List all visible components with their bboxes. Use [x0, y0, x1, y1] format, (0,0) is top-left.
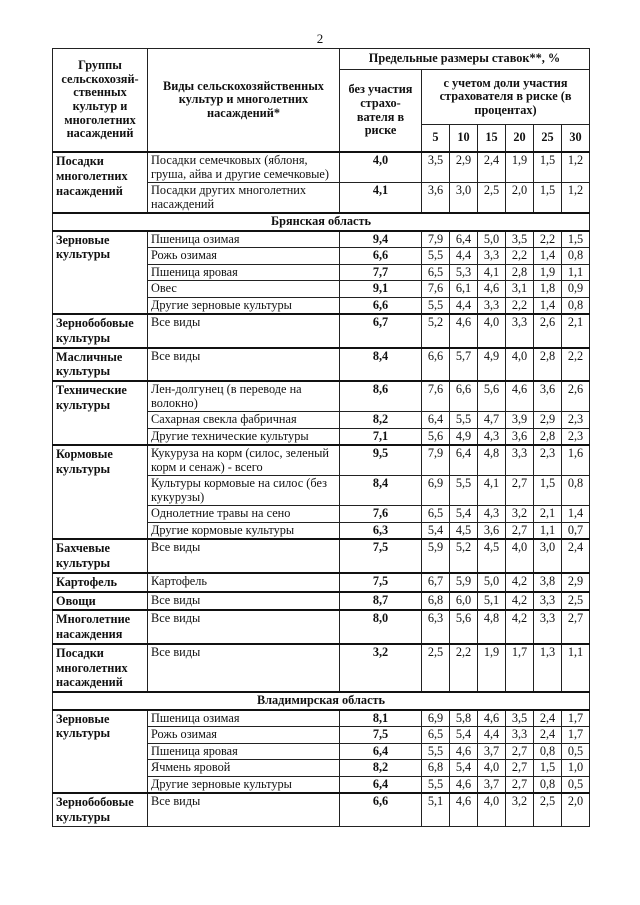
share-rate-cell: 4,5	[478, 539, 506, 573]
base-rate-cell: 8,0	[340, 610, 422, 644]
header-share-30: 30	[562, 125, 590, 153]
share-rate-cell: 5,6	[450, 610, 478, 644]
share-rate-cell: 1,0	[562, 760, 590, 777]
region-name-cell: Владимирская область	[53, 692, 590, 710]
share-rate-cell: 2,8	[534, 428, 562, 445]
share-rate-cell: 5,2	[450, 539, 478, 573]
share-rate-cell: 4,6	[450, 793, 478, 826]
share-rate-cell: 3,9	[506, 412, 534, 429]
share-rate-cell: 7,6	[422, 281, 450, 298]
share-rate-cell: 1,9	[506, 152, 534, 183]
share-rate-cell: 4,3	[478, 506, 506, 523]
share-rate-cell: 5,0	[478, 231, 506, 248]
base-rate-cell: 6,6	[340, 248, 422, 265]
share-rate-cell: 5,5	[422, 776, 450, 793]
share-rate-cell: 4,8	[478, 445, 506, 476]
share-rate-cell: 4,0	[506, 348, 534, 382]
share-rate-cell: 3,2	[506, 506, 534, 523]
share-rate-cell: 3,3	[506, 727, 534, 744]
share-rate-cell: 1,5	[562, 231, 590, 248]
header-share-10: 10	[450, 125, 478, 153]
group-name-cell: Многолетние насаждения	[53, 610, 148, 644]
share-rate-cell: 6,6	[450, 381, 478, 412]
share-rate-cell: 2,7	[506, 522, 534, 539]
share-rate-cell: 1,1	[534, 522, 562, 539]
base-rate-cell: 8,1	[340, 710, 422, 727]
share-rate-cell: 1,5	[534, 476, 562, 506]
base-rate-cell: 6,4	[340, 743, 422, 760]
share-rate-cell: 1,4	[534, 248, 562, 265]
base-rate-cell: 9,5	[340, 445, 422, 476]
share-rate-cell: 6,7	[422, 573, 450, 592]
share-rate-cell: 2,9	[562, 573, 590, 592]
share-rate-cell: 5,4	[450, 506, 478, 523]
group-name-cell: Посадки многолетних насаждений	[53, 152, 148, 213]
share-rate-cell: 7,6	[422, 381, 450, 412]
share-rate-cell: 7,9	[422, 445, 450, 476]
share-rate-cell: 2,5	[422, 644, 450, 692]
share-rate-cell: 1,5	[534, 183, 562, 214]
share-rate-cell: 2,7	[506, 743, 534, 760]
base-rate-cell: 9,1	[340, 281, 422, 298]
crop-name-cell: Другие зерновые культуры	[148, 776, 340, 793]
share-rate-cell: 2,8	[534, 348, 562, 382]
base-rate-cell: 6,6	[340, 297, 422, 314]
share-rate-cell: 3,3	[506, 314, 534, 348]
share-rate-cell: 5,1	[422, 793, 450, 826]
share-rate-cell: 6,5	[422, 727, 450, 744]
share-rate-cell: 2,4	[562, 539, 590, 573]
share-rate-cell: 3,3	[534, 592, 562, 611]
base-rate-cell: 7,1	[340, 428, 422, 445]
share-rate-cell: 2,7	[506, 760, 534, 777]
share-rate-cell: 2,0	[562, 793, 590, 826]
insurance-rates-table	[52, 48, 590, 827]
crop-name-cell: Рожь озимая	[148, 248, 340, 265]
share-rate-cell: 2,3	[534, 445, 562, 476]
share-rate-cell: 2,7	[506, 776, 534, 793]
share-rate-cell: 1,5	[534, 152, 562, 183]
header-crop-column: Виды сельскохозяйственных культур и многолетних насаждений*	[148, 49, 340, 153]
share-rate-cell: 5,5	[422, 743, 450, 760]
group-name-cell: Технические культуры	[53, 381, 148, 445]
share-rate-cell: 4,2	[506, 610, 534, 644]
crop-name-cell: Кукуруза на корм (силос, зеленый корм и сенаж) - всего	[148, 445, 340, 476]
header-base-rate: без участия страхо-вателя в риске	[340, 70, 422, 153]
share-rate-cell: 0,8	[562, 248, 590, 265]
share-rate-cell: 4,5	[450, 522, 478, 539]
share-rate-cell: 2,0	[506, 183, 534, 214]
table-row	[53, 314, 590, 348]
share-rate-cell: 5,6	[478, 381, 506, 412]
share-rate-cell: 5,5	[422, 248, 450, 265]
base-rate-cell: 8,2	[340, 760, 422, 777]
share-rate-cell: 2,4	[534, 710, 562, 727]
base-rate-cell: 4,0	[340, 152, 422, 183]
share-rate-cell: 1,2	[562, 152, 590, 183]
base-rate-cell: 7,5	[340, 539, 422, 573]
share-rate-cell: 6,8	[422, 592, 450, 611]
crop-name-cell: Культуры кормовые на силос (без кукурузы)	[148, 476, 340, 506]
base-rate-cell: 7,7	[340, 264, 422, 281]
share-rate-cell: 5,3	[450, 264, 478, 281]
group-name-cell: Зерновые культуры	[53, 710, 148, 794]
crop-name-cell: Посадки других многолетних насаждений	[148, 183, 340, 214]
share-rate-cell: 1,1	[562, 264, 590, 281]
base-rate-cell: 8,7	[340, 592, 422, 611]
share-rate-cell: 5,4	[450, 727, 478, 744]
group-name-cell: Овощи	[53, 592, 148, 611]
share-rate-cell: 3,0	[450, 183, 478, 214]
share-rate-cell: 2,7	[506, 476, 534, 506]
share-rate-cell: 2,2	[562, 348, 590, 382]
share-rate-cell: 6,9	[422, 710, 450, 727]
share-rate-cell: 3,7	[478, 776, 506, 793]
share-rate-cell: 0,7	[562, 522, 590, 539]
table-row	[53, 710, 590, 727]
table-row	[53, 152, 590, 183]
share-rate-cell: 2,5	[562, 592, 590, 611]
base-rate-cell: 7,5	[340, 573, 422, 592]
share-rate-cell: 5,4	[422, 522, 450, 539]
crop-name-cell: Все виды	[148, 348, 340, 382]
share-rate-cell: 4,3	[478, 428, 506, 445]
table-row	[53, 793, 590, 826]
base-rate-cell: 6,6	[340, 793, 422, 826]
table-row	[53, 610, 590, 644]
crop-name-cell: Все виды	[148, 644, 340, 692]
share-rate-cell: 2,2	[506, 248, 534, 265]
share-rate-cell: 6,4	[450, 445, 478, 476]
share-rate-cell: 5,5	[422, 297, 450, 314]
share-rate-cell: 2,8	[506, 264, 534, 281]
base-rate-cell: 6,4	[340, 776, 422, 793]
base-rate-cell: 8,4	[340, 348, 422, 382]
share-rate-cell: 5,5	[450, 412, 478, 429]
share-rate-cell: 0,8	[534, 743, 562, 760]
share-rate-cell: 1,5	[534, 760, 562, 777]
crop-name-cell: Лен-долгунец (в переводе на волокно)	[148, 381, 340, 412]
share-rate-cell: 2,4	[534, 727, 562, 744]
crop-name-cell: Ячмень яровой	[148, 760, 340, 777]
crop-name-cell: Рожь озимая	[148, 727, 340, 744]
share-rate-cell: 3,6	[478, 522, 506, 539]
share-rate-cell: 5,5	[450, 476, 478, 506]
crop-name-cell: Овес	[148, 281, 340, 298]
share-rate-cell: 2,2	[450, 644, 478, 692]
share-rate-cell: 2,5	[478, 183, 506, 214]
table-row	[53, 381, 590, 412]
header-share-15: 15	[478, 125, 506, 153]
base-rate-cell: 6,3	[340, 522, 422, 539]
share-rate-cell: 3,0	[534, 539, 562, 573]
share-rate-cell: 5,9	[422, 539, 450, 573]
table-row	[53, 573, 590, 592]
share-rate-cell: 3,3	[534, 610, 562, 644]
share-rate-cell: 4,9	[478, 348, 506, 382]
share-rate-cell: 2,3	[562, 428, 590, 445]
share-rate-cell: 4,4	[450, 297, 478, 314]
header-rate-limits: Предельные размеры ставок**, %	[340, 49, 590, 70]
share-rate-cell: 4,2	[506, 573, 534, 592]
base-rate-cell: 4,1	[340, 183, 422, 214]
share-rate-cell: 2,3	[562, 412, 590, 429]
share-rate-cell: 4,8	[478, 610, 506, 644]
share-rate-cell: 3,5	[506, 231, 534, 248]
share-rate-cell: 4,1	[478, 476, 506, 506]
crop-name-cell: Другие зерновые культуры	[148, 297, 340, 314]
share-rate-cell: 3,8	[534, 573, 562, 592]
share-rate-cell: 2,2	[506, 297, 534, 314]
table-body	[53, 152, 590, 826]
share-rate-cell: 4,1	[478, 264, 506, 281]
base-rate-cell: 7,6	[340, 506, 422, 523]
base-rate-cell: 9,4	[340, 231, 422, 248]
share-rate-cell: 4,0	[506, 539, 534, 573]
crop-name-cell: Другие кормовые культуры	[148, 522, 340, 539]
share-rate-cell: 4,6	[478, 281, 506, 298]
crop-name-cell: Пшеница яровая	[148, 743, 340, 760]
share-rate-cell: 3,6	[506, 428, 534, 445]
region-row	[53, 213, 590, 231]
share-rate-cell: 2,1	[562, 314, 590, 348]
table-row	[53, 445, 590, 476]
base-rate-cell: 7,5	[340, 727, 422, 744]
header-share-5: 5	[422, 125, 450, 153]
share-rate-cell: 4,0	[478, 760, 506, 777]
share-rate-cell: 2,9	[450, 152, 478, 183]
base-rate-cell: 8,4	[340, 476, 422, 506]
share-rate-cell: 3,2	[506, 793, 534, 826]
share-rate-cell: 4,9	[450, 428, 478, 445]
share-rate-cell: 7,9	[422, 231, 450, 248]
share-rate-cell: 0,5	[562, 743, 590, 760]
share-rate-cell: 1,2	[562, 183, 590, 214]
share-rate-cell: 5,7	[450, 348, 478, 382]
share-rate-cell: 2,6	[534, 314, 562, 348]
share-rate-cell: 4,6	[450, 776, 478, 793]
share-rate-cell: 0,8	[562, 476, 590, 506]
share-rate-cell: 6,1	[450, 281, 478, 298]
share-rate-cell: 6,6	[422, 348, 450, 382]
share-rate-cell: 2,6	[562, 381, 590, 412]
crop-name-cell: Все виды	[148, 539, 340, 573]
share-rate-cell: 3,3	[478, 248, 506, 265]
crop-name-cell: Посадки семечковых (яблоня, груша, айва и другие семечковые)	[148, 152, 340, 183]
share-rate-cell: 5,8	[450, 710, 478, 727]
group-name-cell: Посадки многолетних насаждений	[53, 644, 148, 692]
share-rate-cell: 5,0	[478, 573, 506, 592]
crop-name-cell: Все виды	[148, 610, 340, 644]
crop-name-cell: Картофель	[148, 573, 340, 592]
header-share-rates: с учетом доли участия страхователя в риске (в процентах)	[422, 70, 590, 125]
share-rate-cell: 6,4	[450, 231, 478, 248]
share-rate-cell: 1,7	[506, 644, 534, 692]
group-name-cell: Зернобобовые культуры	[53, 793, 148, 826]
share-rate-cell: 2,1	[534, 506, 562, 523]
region-name-cell: Брянская область	[53, 213, 590, 231]
share-rate-cell: 1,7	[562, 727, 590, 744]
share-rate-cell: 3,5	[422, 152, 450, 183]
crop-name-cell: Пшеница яровая	[148, 264, 340, 281]
header-share-20: 20	[506, 125, 534, 153]
share-rate-cell: 4,6	[478, 710, 506, 727]
crop-name-cell: Пшеница озимая	[148, 231, 340, 248]
table-row	[53, 644, 590, 692]
share-rate-cell: 2,2	[534, 231, 562, 248]
table-row	[53, 231, 590, 248]
share-rate-cell: 4,7	[478, 412, 506, 429]
group-name-cell: Масличные культуры	[53, 348, 148, 382]
share-rate-cell: 6,9	[422, 476, 450, 506]
share-rate-cell: 0,8	[534, 776, 562, 793]
share-rate-cell: 1,1	[562, 644, 590, 692]
share-rate-cell: 3,6	[534, 381, 562, 412]
share-rate-cell: 4,4	[478, 727, 506, 744]
table-row	[53, 348, 590, 382]
share-rate-cell: 4,2	[506, 592, 534, 611]
share-rate-cell: 1,3	[534, 644, 562, 692]
share-rate-cell: 5,2	[422, 314, 450, 348]
group-name-cell: Кормовые культуры	[53, 445, 148, 539]
share-rate-cell: 1,4	[534, 297, 562, 314]
share-rate-cell: 1,9	[534, 264, 562, 281]
share-rate-cell: 0,9	[562, 281, 590, 298]
share-rate-cell: 5,9	[450, 573, 478, 592]
crop-name-cell: Другие технические культуры	[148, 428, 340, 445]
share-rate-cell: 3,7	[478, 743, 506, 760]
share-rate-cell: 4,6	[450, 314, 478, 348]
share-rate-cell: 3,3	[478, 297, 506, 314]
share-rate-cell: 6,3	[422, 610, 450, 644]
group-name-cell: Картофель	[53, 573, 148, 592]
share-rate-cell: 1,7	[562, 710, 590, 727]
base-rate-cell: 3,2	[340, 644, 422, 692]
share-rate-cell: 4,0	[478, 793, 506, 826]
share-rate-cell: 0,8	[562, 297, 590, 314]
share-rate-cell: 3,3	[506, 445, 534, 476]
share-rate-cell: 6,4	[422, 412, 450, 429]
crop-name-cell: Все виды	[148, 592, 340, 611]
share-rate-cell: 6,0	[450, 592, 478, 611]
group-name-cell: Зерновые культуры	[53, 231, 148, 315]
share-rate-cell: 0,5	[562, 776, 590, 793]
share-rate-cell: 2,9	[534, 412, 562, 429]
share-rate-cell: 2,4	[478, 152, 506, 183]
share-rate-cell: 5,4	[450, 760, 478, 777]
header-group-column: Группы сельскохозяй-ственных культур и многолетних насаждений	[53, 49, 148, 153]
share-rate-cell: 4,0	[478, 314, 506, 348]
header-share-25: 25	[534, 125, 562, 153]
share-rate-cell: 5,6	[422, 428, 450, 445]
share-rate-cell: 1,8	[534, 281, 562, 298]
share-rate-cell: 6,8	[422, 760, 450, 777]
page-number: 2	[316, 31, 324, 46]
share-rate-cell: 6,5	[422, 506, 450, 523]
share-rate-cell: 6,5	[422, 264, 450, 281]
share-rate-cell: 4,4	[450, 248, 478, 265]
crop-name-cell: Все виды	[148, 314, 340, 348]
share-rate-cell: 3,6	[422, 183, 450, 214]
group-name-cell: Зернобобовые культуры	[53, 314, 148, 348]
share-rate-cell: 1,6	[562, 445, 590, 476]
crop-name-cell: Сахарная свекла фабричная	[148, 412, 340, 429]
crop-name-cell: Пшеница озимая	[148, 710, 340, 727]
share-rate-cell: 1,9	[478, 644, 506, 692]
table-row	[53, 539, 590, 573]
share-rate-cell: 3,5	[506, 710, 534, 727]
table-row	[53, 592, 590, 611]
share-rate-cell: 4,6	[506, 381, 534, 412]
share-rate-cell: 2,7	[562, 610, 590, 644]
share-rate-cell: 1,4	[562, 506, 590, 523]
share-rate-cell: 4,6	[450, 743, 478, 760]
base-rate-cell: 6,7	[340, 314, 422, 348]
group-name-cell: Бахчевые культуры	[53, 539, 148, 573]
share-rate-cell: 3,1	[506, 281, 534, 298]
base-rate-cell: 8,2	[340, 412, 422, 429]
crop-name-cell: Все виды	[148, 793, 340, 826]
share-rate-cell: 2,5	[534, 793, 562, 826]
base-rate-cell: 8,6	[340, 381, 422, 412]
region-row	[53, 692, 590, 710]
share-rate-cell: 5,1	[478, 592, 506, 611]
crop-name-cell: Однолетние травы на сено	[148, 506, 340, 523]
